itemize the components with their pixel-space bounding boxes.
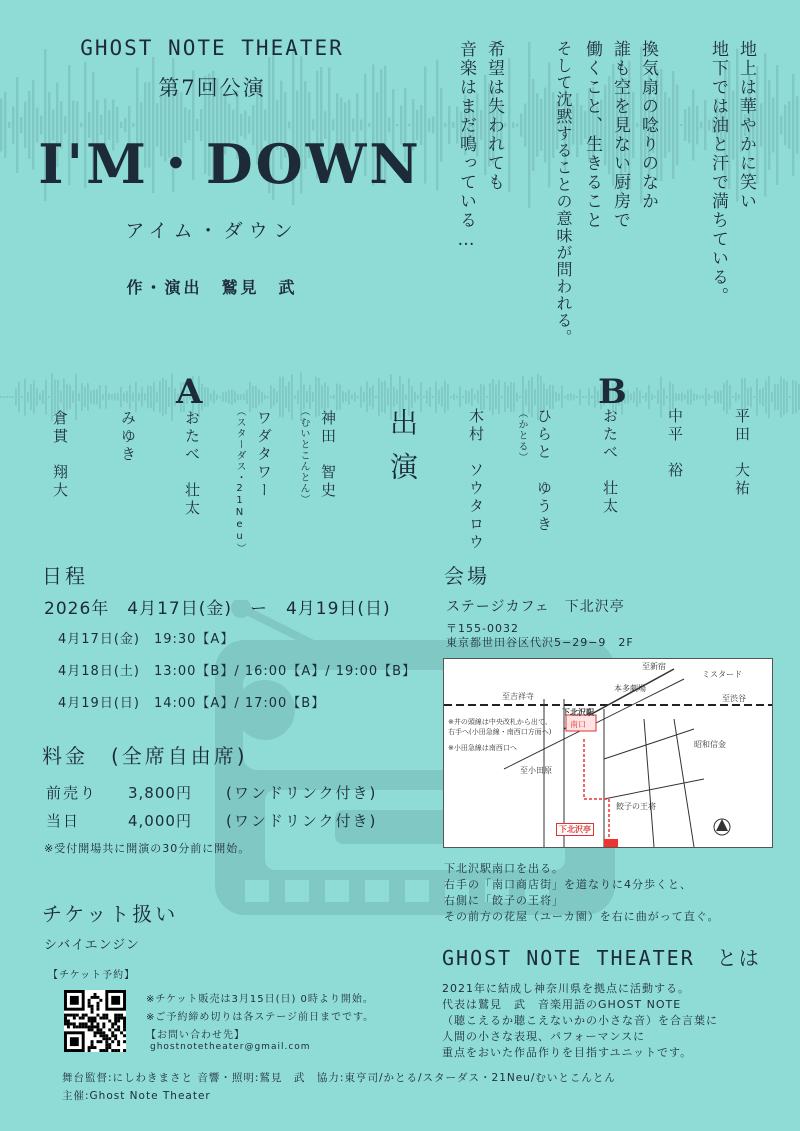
cast-b-member-2: 中平 裕 xyxy=(666,408,684,480)
price-door-value: 4,000円 xyxy=(128,812,192,830)
schedule-heading: 日程 xyxy=(42,564,88,588)
tagline-line-8: 音楽はまだ鳴っている… xyxy=(456,40,476,252)
tagline-line-3: 換気扇の唸りのなか xyxy=(638,40,658,211)
venue-name: ステージカフェ 下北沢亭 xyxy=(446,599,625,615)
map-label-oushou: 餃子の王将 xyxy=(616,802,656,811)
ticket-vendor: シバイエンジン xyxy=(44,938,140,953)
map-label-shibuya: 至渋谷 xyxy=(722,694,746,703)
map-label-venue: 下北沢亭 xyxy=(556,823,594,836)
tagline-line-6: そして沈黙することの意味が問われる。 xyxy=(554,40,573,346)
cast-a-member-1: 神田 智史 xyxy=(319,410,337,500)
tagline-line-7: 希望は失われても xyxy=(484,40,504,192)
troupe-name: GHOST NOTE THEATER xyxy=(80,36,344,60)
about-line-4: 人間の小さな表現、パフォーマンスに xyxy=(442,1030,646,1043)
price-door-note: (ワンドリンク付き) xyxy=(226,812,378,830)
map-note-2: ※小田急線は南西口へ xyxy=(448,744,517,752)
cast-a-member-1-affiliation: （むいとこんとん） xyxy=(298,406,309,505)
map-label-showa: 昭和信金 xyxy=(694,740,726,749)
directions-line-4: その前方の花屋（ユーカ園）を右に曲がって直ぐ。 xyxy=(444,910,720,923)
venue-address: 東京都世田谷区代沢5−29−9 2F xyxy=(446,636,634,649)
tagline-line-5: 働くこと、生きること xyxy=(582,40,602,230)
play-title-kana: アイム・ダウン xyxy=(125,220,299,242)
venue-map xyxy=(443,658,773,848)
map-label-honda: 本多劇場 xyxy=(614,684,646,693)
author-credit: 作・演出 鷲見 武 xyxy=(126,278,298,297)
cast-a-member-4: みゆき xyxy=(119,410,137,464)
map-label-shinjuku: 至新宿 xyxy=(642,662,666,671)
cast-b-member-5: 木村 ソウタロウ xyxy=(467,408,485,552)
schedule-row-2: 4月18日(土) 13:00【B】/ 16:00【A】/ 19:00【B】 xyxy=(58,664,417,679)
map-label-kichijoji: 至吉祥寺 xyxy=(502,692,534,701)
ticket-note-1: ※チケット販売は3月15日(日) 0時より開始。 xyxy=(146,994,374,1005)
map-note-1: ※井の頭線は中央改札から出て、 xyxy=(448,718,552,726)
map-label-odawara: 至小田原 xyxy=(520,766,552,775)
venue-heading: 会場 xyxy=(444,564,490,588)
price-advance-note: (ワンドリンク付き) xyxy=(226,784,378,802)
price-door-label: 当日 xyxy=(46,812,81,830)
performance-number: 第7回公演 xyxy=(158,76,266,100)
map-label-mister: ミスタード xyxy=(702,670,742,679)
cast-a-member-2: ワダタワー xyxy=(255,410,273,500)
cast-b-member-4: ひらと ゆうき xyxy=(535,408,553,534)
contact-label: 【お問い合わせ先】 xyxy=(146,1030,245,1041)
cast-a-member-5: 倉貫 翔大 xyxy=(51,410,69,500)
play-title: I'M・DOWN xyxy=(38,132,422,196)
directions-line-1: 下北沢駅南口を出る。 xyxy=(444,862,564,875)
about-heading: GHOST NOTE THEATER とは xyxy=(442,946,761,970)
price-heading: 料金 (全席自由席) xyxy=(42,744,248,768)
credits-line-1: 舞台監督:にしわきまさと 音響・照明:鷲見 武 協力:東亨司/かとる/スターダス・21Neu/むいとこんとん xyxy=(62,1072,616,1084)
ticket-reserve-label: 【チケット予約】 xyxy=(48,970,136,981)
directions-line-2: 右手の「南口商店街」を道なりに4分歩くと、 xyxy=(444,878,692,891)
price-footnote: ※受付開場共に開演の30分前に開始。 xyxy=(44,842,251,855)
schedule-row-3: 4月19日(日) 14:00【A】/ 17:00【B】 xyxy=(58,696,326,711)
tagline-line-1: 地上は華やかに笑い xyxy=(736,40,756,211)
tickets-heading: チケット扱い xyxy=(42,902,179,926)
cast-a-member-2-affiliation: （スターダス・21Neu） xyxy=(234,406,245,554)
cast-heading: 出演 xyxy=(386,408,419,496)
about-line-5: 重点をおいた作品作りを目指すユニットです。 xyxy=(442,1046,693,1059)
about-line-1: 2021年に結成し神奈川県を拠点に活動する。 xyxy=(442,982,690,995)
team-b-label: B xyxy=(598,372,627,412)
cast-b-member-1: 平田 大祐 xyxy=(733,408,751,498)
cast-a-member-3: おたべ 壮太 xyxy=(183,410,201,518)
credits-line-2: 主催:Ghost Note Theater xyxy=(62,1090,211,1102)
tagline-line-4: 誰も空を見ない厨房で xyxy=(610,40,630,230)
price-advance-value: 3,800円 xyxy=(128,784,192,802)
cast-b-member-4-affiliation: （かとる） xyxy=(516,408,527,463)
tagline-line-2: 地下では油と汗で満ちている。 xyxy=(708,40,728,306)
cast-b-member-3: おたべ 壮太 xyxy=(601,408,619,516)
schedule-row-1: 4月17日(金) 19:30【A】 xyxy=(58,632,235,647)
price-advance-label: 前売り xyxy=(46,784,98,802)
map-roads xyxy=(444,659,772,847)
ticket-note-2: ※ご予約締め切りは各ステージ前日までです。 xyxy=(146,1012,375,1023)
about-line-3: （聴こえるか聴こえないかの小さな音）を合言葉に xyxy=(442,1014,718,1027)
map-label-south-exit: 南口 xyxy=(570,720,586,729)
schedule-range: 2026年 4月17日(金) ー 4月19日(日) xyxy=(44,599,391,619)
map-note-1b: 右手へ(小田急線・南西口方面へ) xyxy=(448,728,552,736)
map-label-station: 下北沢駅 xyxy=(562,708,594,717)
directions-line-3: 右側に「餃子の王将」 xyxy=(444,894,564,907)
team-a-label: A xyxy=(176,372,203,412)
venue-postal: 〒155-0032 xyxy=(446,622,519,635)
about-line-2: 代表は鷲見 武 音楽用語のGHOST NOTE xyxy=(442,998,682,1011)
contact-email[interactable]: ghostnotetheater@gmail.com xyxy=(150,1042,311,1052)
qr-code[interactable] xyxy=(64,990,126,1052)
qr-code-pattern xyxy=(64,990,126,1052)
